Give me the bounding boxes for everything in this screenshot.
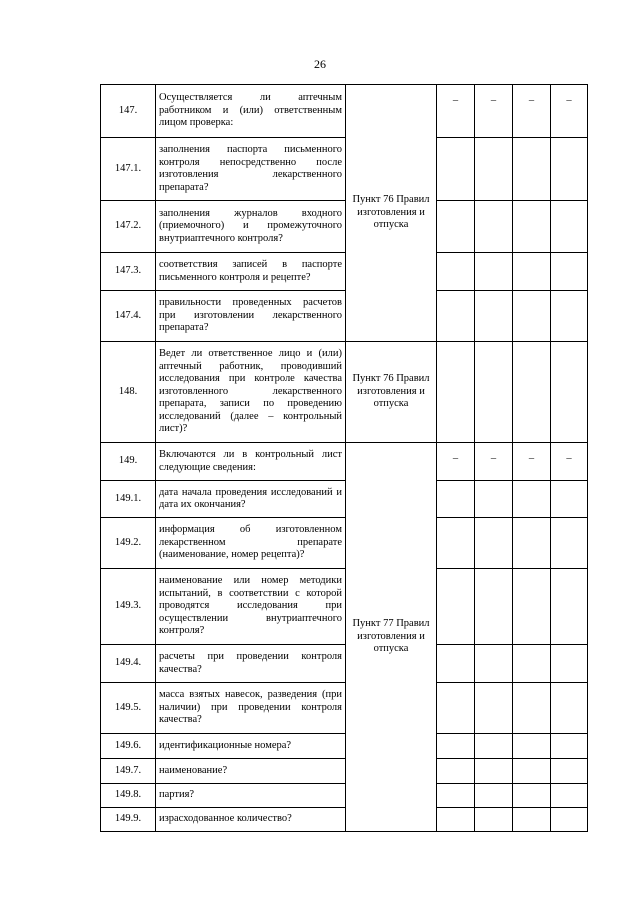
table-row xyxy=(101,443,588,481)
answer-comment-cell: – xyxy=(551,85,588,138)
question-text: масса взятых навесок, разведения (при наличии) при проведении контроля качества? xyxy=(156,683,346,734)
row-number: 149.8. xyxy=(101,784,156,808)
question-text: идентификационные номера? xyxy=(156,734,346,759)
table-row xyxy=(101,759,588,784)
answer-cell xyxy=(513,342,551,443)
answer-cell xyxy=(475,645,513,683)
table-row xyxy=(101,342,588,443)
table-row xyxy=(101,784,588,808)
answer-cell xyxy=(551,342,588,443)
answer-cell xyxy=(513,784,551,808)
answer-cell xyxy=(513,481,551,518)
answer-cell xyxy=(437,645,475,683)
answer-cell xyxy=(513,759,551,784)
answer-cell xyxy=(437,683,475,734)
question-text: партия? xyxy=(156,784,346,808)
row-number: 147.4. xyxy=(101,291,156,342)
answer-cell xyxy=(437,569,475,645)
question-text: расчеты при проведении контроля качества? xyxy=(156,645,346,683)
answer-cell xyxy=(551,481,588,518)
answer-cell xyxy=(551,569,588,645)
row-number: 147.1. xyxy=(101,138,156,201)
answer-cell xyxy=(551,734,588,759)
checklist-table xyxy=(100,84,588,832)
row-number: 149. xyxy=(101,443,156,481)
answer-cell xyxy=(513,518,551,569)
table-row xyxy=(101,734,588,759)
answer-cell xyxy=(437,342,475,443)
row-number: 149.4. xyxy=(101,645,156,683)
table-row xyxy=(101,291,588,342)
table-row xyxy=(101,85,588,138)
table-row xyxy=(101,683,588,734)
answer-cell xyxy=(551,518,588,569)
question-text: Включаются ли в контрольный лист следующие сведения: xyxy=(156,443,346,481)
row-number: 149.3. xyxy=(101,569,156,645)
legal-basis: Пункт 76 Правил изготовления и отпуска xyxy=(346,85,437,342)
row-number: 149.9. xyxy=(101,808,156,832)
answer-cell xyxy=(513,683,551,734)
answer-cell xyxy=(437,291,475,342)
question-text: правильности проведенных расчетов при изготовлении лекарственного препарата? xyxy=(156,291,346,342)
question-text: израсходованное количество? xyxy=(156,808,346,832)
table-row xyxy=(101,645,588,683)
answer-cell xyxy=(551,808,588,832)
answer-cell xyxy=(551,759,588,784)
question-text: дата начала проведения исследований и дата их окончания? xyxy=(156,481,346,518)
row-number: 149.6. xyxy=(101,734,156,759)
answer-cell xyxy=(513,201,551,253)
table-row xyxy=(101,138,588,201)
answer-cell xyxy=(475,734,513,759)
answer-cell xyxy=(513,253,551,291)
answer-cell xyxy=(475,784,513,808)
answer-cell xyxy=(475,253,513,291)
answer-comment-cell: – xyxy=(551,443,588,481)
answer-cell xyxy=(513,734,551,759)
answer-cell xyxy=(551,291,588,342)
question-text: наименование? xyxy=(156,759,346,784)
answer-no-cell: – xyxy=(475,85,513,138)
answer-cell xyxy=(513,569,551,645)
answer-cell xyxy=(551,253,588,291)
answer-cell xyxy=(437,201,475,253)
question-text: Осуществляется ли аптечным работником и (или) ответственным лицом проверка: xyxy=(156,85,346,138)
table-row xyxy=(101,253,588,291)
question-text: соответствия записей в паспорте письменного контроля и рецепте? xyxy=(156,253,346,291)
answer-na-cell: – xyxy=(513,85,551,138)
question-text: заполнения журналов входного (приемочного) и промежуточного внутриаптечного контроля? xyxy=(156,201,346,253)
answer-cell xyxy=(475,342,513,443)
answer-na-cell: – xyxy=(513,443,551,481)
answer-cell xyxy=(475,808,513,832)
table-row xyxy=(101,808,588,832)
answer-cell xyxy=(475,481,513,518)
answer-no-cell: – xyxy=(475,443,513,481)
answer-cell xyxy=(551,683,588,734)
table-row xyxy=(101,518,588,569)
row-number: 149.7. xyxy=(101,759,156,784)
row-number: 149.1. xyxy=(101,481,156,518)
row-number: 149.2. xyxy=(101,518,156,569)
table-row xyxy=(101,481,588,518)
answer-yes-cell: – xyxy=(437,443,475,481)
page-number: 26 xyxy=(314,57,326,71)
answer-yes-cell: – xyxy=(437,85,475,138)
answer-cell xyxy=(551,645,588,683)
answer-cell xyxy=(437,759,475,784)
answer-cell xyxy=(551,201,588,253)
row-number: 149.5. xyxy=(101,683,156,734)
answer-cell xyxy=(475,518,513,569)
answer-cell xyxy=(437,481,475,518)
answer-cell xyxy=(437,138,475,201)
answer-cell xyxy=(513,645,551,683)
answer-cell xyxy=(475,683,513,734)
answer-cell xyxy=(551,138,588,201)
answer-cell xyxy=(513,138,551,201)
answer-cell xyxy=(475,291,513,342)
table-row xyxy=(101,201,588,253)
row-number: 147.2. xyxy=(101,201,156,253)
table-row xyxy=(101,569,588,645)
answer-cell xyxy=(437,784,475,808)
answer-cell xyxy=(551,784,588,808)
answer-cell xyxy=(437,518,475,569)
row-number: 147. xyxy=(101,85,156,138)
answer-cell xyxy=(475,569,513,645)
answer-cell xyxy=(513,291,551,342)
answer-cell xyxy=(437,253,475,291)
legal-basis: Пункт 77 Правил изготовления и отпуска xyxy=(346,443,437,832)
answer-cell xyxy=(437,734,475,759)
question-text: информация об изготовленном лекарственном препарате (наименование, номер рецепта)? xyxy=(156,518,346,569)
answer-cell xyxy=(513,808,551,832)
answer-cell xyxy=(475,138,513,201)
question-text: Ведет ли ответственное лицо и (или) аптечный работник, проводивший исследования при контроле качества изготовленного лекарственного препарата, записи по проведению исследований (далее – контрольный лист)? xyxy=(156,342,346,443)
answer-cell xyxy=(475,201,513,253)
row-number: 147.3. xyxy=(101,253,156,291)
answer-cell xyxy=(475,759,513,784)
answer-cell xyxy=(437,808,475,832)
question-text: заполнения паспорта письменного контроля непосредственно после изготовления лекарственного препарата? xyxy=(156,138,346,201)
legal-basis: Пункт 76 Правил изготовления и отпуска xyxy=(346,342,437,443)
question-text: наименование или номер методики испытаний, в соответствии с которой проводятся исследования при осуществлении внутриаптечного контроля? xyxy=(156,569,346,645)
row-number: 148. xyxy=(101,342,156,443)
